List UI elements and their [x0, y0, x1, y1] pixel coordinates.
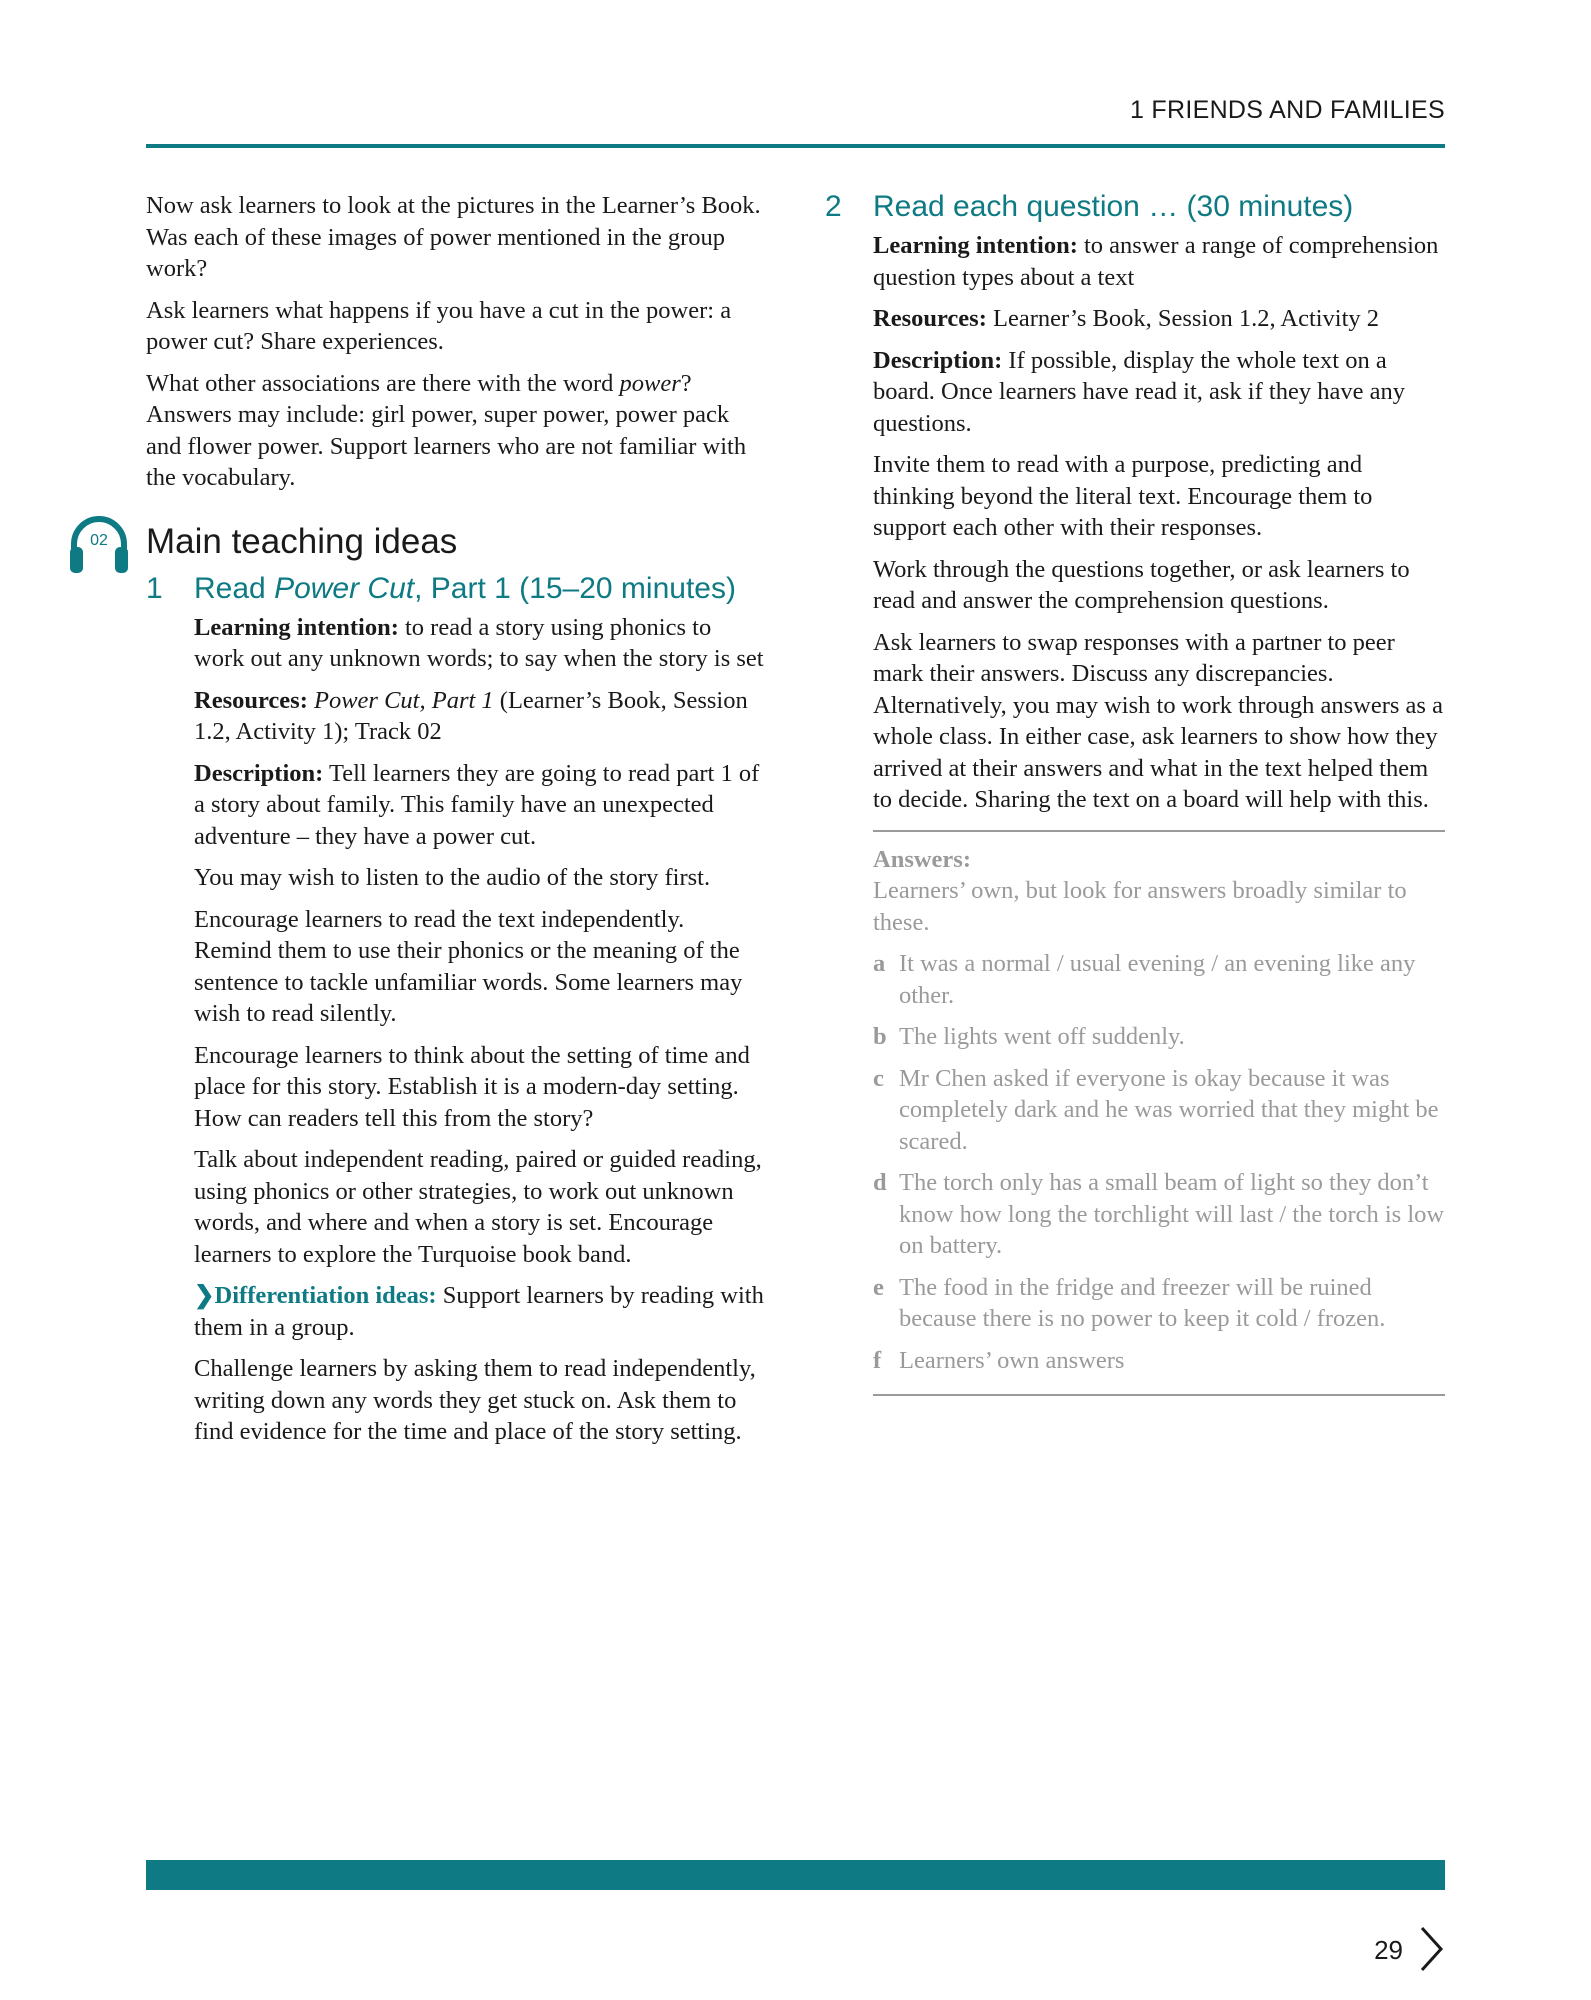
answers-box [873, 830, 1445, 1397]
main-teaching-heading [90, 521, 766, 562]
right-column [825, 190, 1445, 1396]
footer-bar [146, 1860, 1445, 1890]
activity-2-paragraph: Ask learners to swap responses with a partner to peer mark their answers. Discuss any discrepancies. Alternatively, you may wish to work through answers as a whole class. In either case, ask learners to show how they arrived at their answers and what in the text helped them to decide. Sharing the text on a board will help with this. [873, 628, 1443, 813]
activity-2-paragraph: Work through the questions together, or ask learners to read and answer the comprehension questions. [873, 555, 1410, 614]
assoc-post: ? Answers may include: girl power, super power, power pack and flower power. Support learners who are not familiar with the vocabulary. [146, 369, 747, 491]
left-column [90, 190, 766, 1458]
activity-1-paragraph: You may wish to listen to the audio of the story first. [194, 864, 711, 891]
assoc-pre: What other associations are there with the word [146, 369, 620, 397]
associations-paragraph [146, 368, 766, 494]
activity-2-heading [825, 190, 1445, 224]
challenge-paragraph: Challenge learners by asking them to read independently, writing down any words they get stuck on. Ask them to find evidence for the time and place of the story setting. [194, 1355, 756, 1445]
intro-paragraph-1: Now ask learners to look at the pictures in the Learner’s Book. Was each of these images of power mentioned in the group work? [146, 192, 761, 282]
header-rule [146, 144, 1445, 148]
answer-item: b The lights went off suddenly. [873, 1023, 1185, 1050]
activity-1-heading [146, 572, 766, 606]
chevron-right-icon: ❯ [194, 1282, 215, 1309]
activity-1-paragraph: Talk about independent reading, paired or guided reading, using phonics or other strategies, to work out unknown words, and where and when a story is set. Encourage learners to explore the Turquoise book band. [194, 1146, 762, 1268]
activity-2-title: Read each question … (30 minutes) [873, 190, 1354, 223]
intro-paragraph-2: Ask learners what happens if you have a cut in the power: a power cut? Share experiences. [146, 296, 732, 355]
audio-track-number: 02 [90, 531, 108, 549]
activity-2-paragraph: Invite them to read with a purpose, predicting and thinking beyond the literal text. Encourage them to support each other with their responses. [873, 451, 1373, 541]
activity-1-paragraph: Encourage learners to think about the setting of time and place for this story. Establish it is a modern-day setting. How can readers tell this from the story? [194, 1041, 750, 1132]
main-heading-text: Main teaching ideas [146, 521, 458, 561]
answer-item: a It was a normal / usual evening / an evening like any other. [873, 950, 1416, 1009]
assoc-word: power [619, 369, 681, 397]
next-page-chevron-icon[interactable] [1419, 1925, 1445, 1973]
activity-1-number: 1 [146, 571, 163, 605]
answers-intro: Learners’ own, but look for answers broadly similar to these. [873, 877, 1407, 936]
headphones-icon[interactable] [68, 514, 130, 576]
differentiation-ideas: ❯Differentiation ideas: Support learners by reading with them in a group. [194, 1282, 764, 1341]
page-number: 29 [1374, 1935, 1403, 1965]
activity-1-description: Description: Tell learners they are going to read part 1 of a story about family. This family have an unexpected adventure – they have a power cut. [194, 759, 760, 850]
answer-item: e The food in the fridge and freezer will be ruined because there is no power to keep it cold / frozen. [873, 1273, 1386, 1332]
activity-1-learning-intention: Learning intention: to read a story using phonics to work out any unknown words; to say when the story is set [194, 613, 764, 672]
answer-item: d The torch only has a small beam of light so they don’t know how long the torchlight will last / the torch is low on battery. [873, 1169, 1445, 1259]
answer-item: f Learners’ own answers [873, 1346, 1125, 1374]
activity-2-learning-intention: Learning intention: to answer a range of comprehension question types about a text [873, 232, 1439, 291]
activity-2-resources: Resources: Learner’s Book, Session 1.2, Activity 2 [873, 305, 1380, 332]
answers-label: Answers: [873, 845, 971, 873]
activity-2-description: Description: If possible, display the whole text on a board. Once learners have read it, ask if they have any questions. [873, 346, 1405, 437]
activity-1-resources: Resources: Power Cut, Part 1 (Learner’s Book, Session 1.2, Activity 1); Track 02 [194, 686, 748, 745]
chapter-title: 1 FRIENDS AND FAMILIES [1129, 96, 1445, 124]
activity-2-number: 2 [825, 190, 842, 223]
activity-1-paragraph: Encourage learners to read the text independently. Remind them to use their phonics or the meaning of the sentence to tackle unfamiliar words. Some learners may wish to read silently. [194, 905, 743, 1027]
answer-item: c Mr Chen asked if everyone is okay because it was completely dark and he was worried that they might be scared. [873, 1064, 1439, 1155]
activity-1-title: Read Power Cut, Part 1 (15–20 minutes) [194, 571, 736, 605]
